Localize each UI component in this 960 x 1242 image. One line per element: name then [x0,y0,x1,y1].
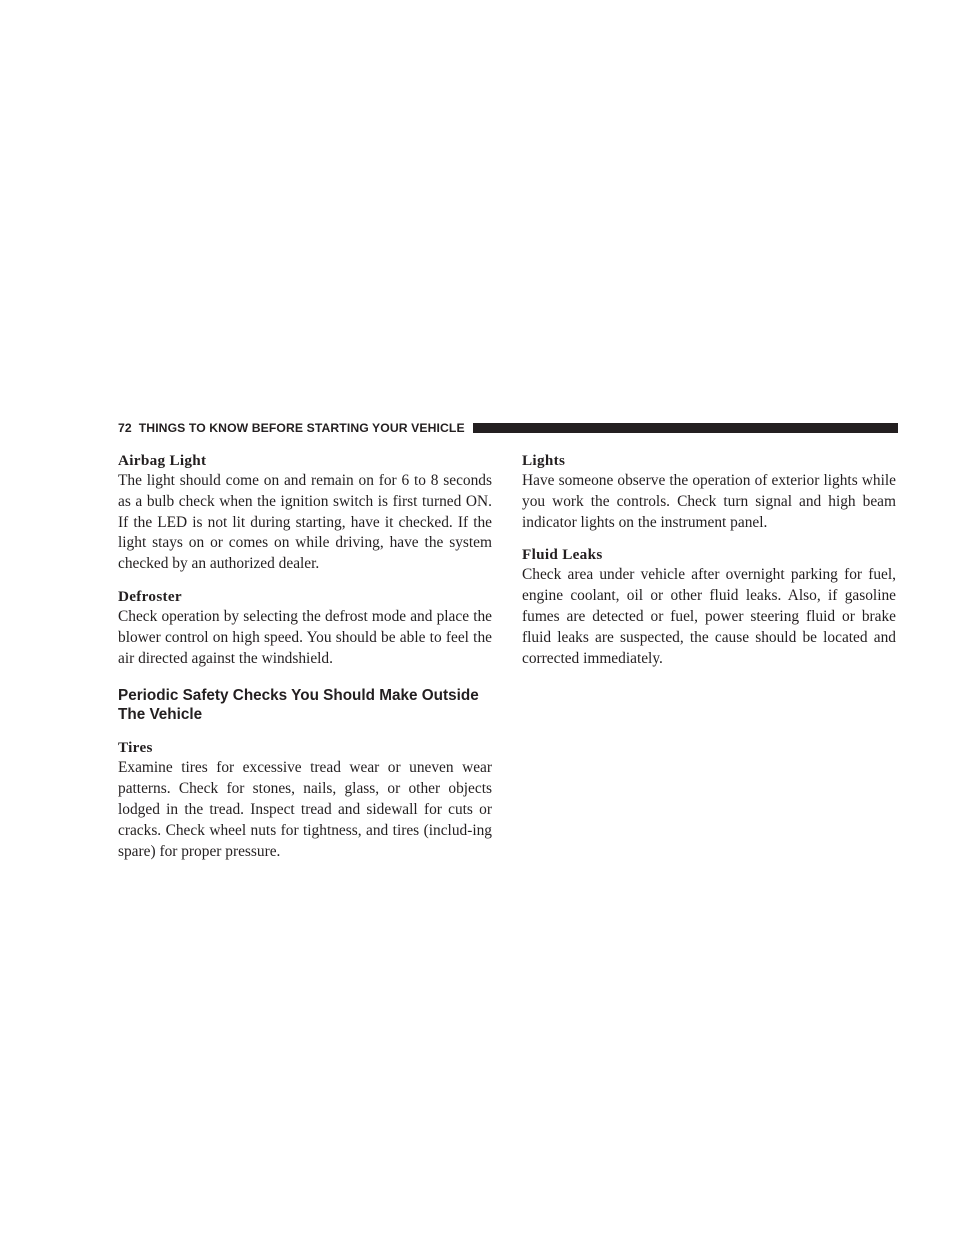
fluid-leaks-title: Fluid Leaks [522,546,603,564]
lights-title: Lights [522,452,566,469]
fluid-leaks-text: Check area under vehicle after overnight parking for fuel, engine coolant, oil or other fluid leaks. Also, if gasoline fumes are detected or fuel, power steering fluid or brake fluid leaks are suspected, the cause should be located and corrected immediately. [522,566,896,667]
periodic-safety-heading: Periodic Safety Checks You Should Make Outside The Vehicle [118,687,479,724]
page-header-text [118,421,465,435]
section-title: THINGS TO KNOW BEFORE STARTING YOUR VEHICLE [138,421,465,435]
airbag-light-text: The light should come on and remain on for 6 to 8 seconds as a bulb check when the ignition switch is first turned ON. If the LED is not lit during starting, have it checked. If the light stays on or comes on while driving, have the system checked by an authorized dealer. [118,472,492,573]
page-number: 72 [118,421,132,435]
left-column [118,451,492,874]
defroster-title: Defroster [118,587,182,605]
tires-title: Tires [118,739,153,757]
tires-text: Examine tires for excessive tread wear or uneven wear patterns. Check for stones, nails, glass, or other objects lodged in the tread. Inspect tread and sidewall for cuts or cracks. Check wheel nuts for tightness, and tires (includ-ing spare) for proper pressure. [118,759,492,860]
lights-text: Have someone observe the operation of exterior lights while you work the controls. Check turn signal and high beam indicator lights on the instrument panel. [522,472,896,531]
page-header [118,419,898,437]
airbag-light-title: Airbag Light [118,452,207,469]
header-rule-bar [473,423,898,433]
defroster-text: Check operation by selecting the defrost mode and place the blower control on high speed. You should be able to feel the air directed against the windshield. [118,607,492,667]
right-column [522,451,896,681]
